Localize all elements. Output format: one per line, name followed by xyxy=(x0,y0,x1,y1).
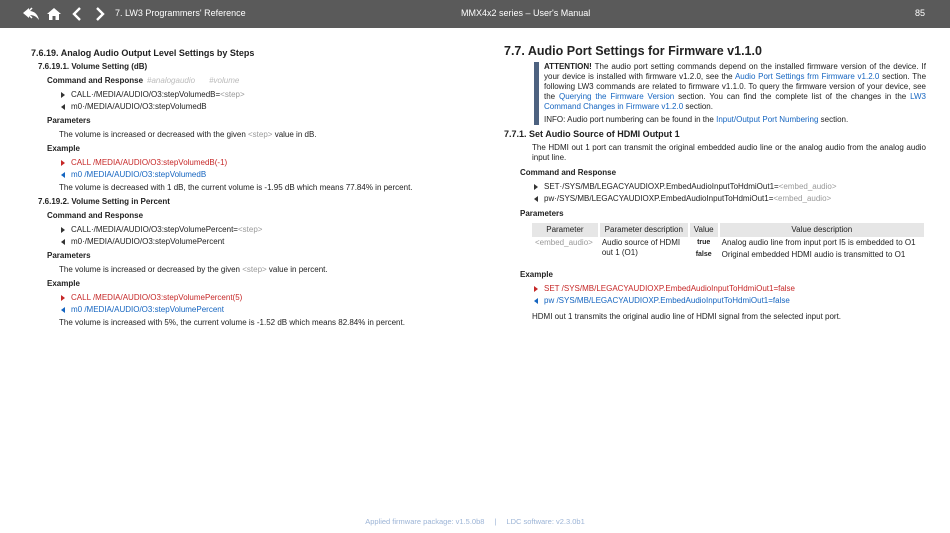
back-history-icon[interactable] xyxy=(22,5,40,23)
footer xyxy=(0,517,950,526)
example-label: Example xyxy=(47,144,80,153)
receive-arrow-icon xyxy=(61,239,65,245)
parameters-label: Parameters xyxy=(520,209,564,218)
attention-text: ATTENTION! The audio port setting commands depend on the installed firmware version of the device. If your device is installed with firmware v1.2.0, see the Audio Port Settings frm Firmware v1.2.0 section. The following LW3 commands are related to firmware v1.1.0. To query the firmware version of your device, see the Querying the Firmware Version section. You can find the complete list of the changes in the LW3 Command Changes in Firmware v1.2.0 section. xyxy=(544,62,927,111)
right-column xyxy=(504,46,926,324)
subsection-description: The HDMI out 1 port can transmit the original embedded audio line or the analog audio from the analog audio input line. xyxy=(532,143,926,162)
send-arrow-icon xyxy=(61,92,65,98)
subsection-heading: 7.6.19.1. Volume Setting (dB) xyxy=(38,62,148,71)
example-response: m0 /MEDIA/AUDIO/O3:stepVolumePercent xyxy=(61,305,471,315)
receive-arrow-icon xyxy=(61,172,65,178)
page-number: 85 xyxy=(914,8,925,18)
response-line: m0·/MEDIA/AUDIO/O3:stepVolumePercent xyxy=(61,237,471,247)
example-response: pw /SYS/MB/LEGACYAUDIOXP.EmbedAudioInputToHdmiOut1=false xyxy=(534,296,926,306)
top-bar xyxy=(0,0,950,28)
link-querying-firmware[interactable]: Querying the Firmware Version xyxy=(559,92,675,101)
send-arrow-icon xyxy=(534,286,538,292)
parameters-label: Parameters xyxy=(47,116,91,125)
document-title: MMX4x2 series – User's Manual xyxy=(461,8,591,18)
breadcrumb[interactable]: 7. LW3 Programmers' Reference xyxy=(115,8,246,18)
column-header: Value xyxy=(689,223,719,237)
footer-separator: | xyxy=(494,517,497,526)
link-port-numbering[interactable]: Input/Output Port Numbering xyxy=(716,115,819,124)
send-arrow-icon xyxy=(61,227,65,233)
response-line: m0·/MEDIA/AUDIO/O3:stepVolumedB xyxy=(61,102,471,112)
send-arrow-icon xyxy=(534,184,538,190)
table-cell-parameter: <embed_audio> xyxy=(535,238,593,247)
nav-buttons xyxy=(22,5,109,23)
command-line: SET·/SYS/MB/LEGACYAUDIOXP.EmbedAudioInputToHdmiOut1= <embed_audio> xyxy=(534,182,926,192)
column-header: Parameter description xyxy=(599,223,689,237)
response-line: pw·/SYS/MB/LEGACYAUDIOXP.EmbedAudioInputToHdmiOut1= <embed_audio> xyxy=(534,194,926,204)
table-cell-value-description: Analog audio line from input port I5 is embedded to O1 xyxy=(721,238,916,247)
link-command-changes[interactable]: LW3 Command Changes in Firmware v1.2.0 xyxy=(544,92,926,111)
next-page-icon[interactable] xyxy=(91,5,109,23)
send-arrow-icon xyxy=(61,160,65,166)
attention-box xyxy=(534,62,926,125)
receive-arrow-icon xyxy=(61,104,65,110)
software-version: LDC software: v2.3.0b1 xyxy=(506,517,585,526)
example-command: CALL /MEDIA/AUDIO/O3:stepVolumedB(-1) xyxy=(61,158,471,168)
example-description: The volume is decreased with 1 dB, the current volume is -1.95 dB which means 77.84% in percent. xyxy=(59,183,413,192)
example-response: m0 /MEDIA/AUDIO/O3:stepVolumedB xyxy=(61,170,471,180)
subsection-heading: 7.6.19.2. Volume Setting in Percent xyxy=(38,197,170,206)
column-header: Value description xyxy=(719,223,925,237)
table-cell-value: true xyxy=(697,239,711,246)
table-row xyxy=(532,237,925,249)
send-arrow-icon xyxy=(61,295,65,301)
hashtag-analogaudio: #analogaudio xyxy=(147,76,196,85)
command-response-label: Command and Response xyxy=(47,211,144,220)
parameters-table xyxy=(532,223,926,261)
hashtag-volume: #volume xyxy=(209,76,240,85)
command-line: CALL·/MEDIA/AUDIO/O3:stepVolumePercent= <step> xyxy=(61,225,471,235)
info-text: INFO: Audio port numbering can be found in the Input/Output Port Numbering section. xyxy=(544,115,849,124)
table-cell-value: false xyxy=(695,251,712,258)
example-label: Example xyxy=(47,279,80,288)
left-column xyxy=(31,46,471,332)
parameter-description: The volume is increased or decreased with the given <step> value in dB. xyxy=(59,130,317,139)
parameter-description: The volume is increased or decreased by the given <step> value in percent. xyxy=(59,265,328,274)
section-title: 7.7. Audio Port Settings for Firmware v1.1.0 xyxy=(504,44,762,58)
receive-arrow-icon xyxy=(61,307,65,313)
table-cell-value-description: Original embedded HDMI audio is transmitted to O1 xyxy=(721,250,906,259)
table-header-row xyxy=(532,223,925,237)
parameters-label: Parameters xyxy=(47,251,91,260)
example-description: The volume is increased with 5%, the current volume is -1.52 dB which means 82.84% in percent. xyxy=(59,318,405,327)
firmware-version: Applied firmware package: v1.5.0b8 xyxy=(365,517,485,526)
column-header: Parameter xyxy=(532,223,599,237)
example-command: SET /SYS/MB/LEGACYAUDIOXP.EmbedAudioInputToHdmiOut1=false xyxy=(534,284,926,294)
example-label: Example xyxy=(520,270,553,279)
example-command: CALL /MEDIA/AUDIO/O3:stepVolumePercent(5) xyxy=(61,293,471,303)
receive-arrow-icon xyxy=(534,196,538,202)
command-response-label: Command and Response #analogaudio #volume xyxy=(47,76,240,85)
command-response-label: Command and Response xyxy=(520,168,617,177)
receive-arrow-icon xyxy=(534,298,538,304)
section-title: 7.6.19. Analog Audio Output Level Settings by Steps xyxy=(31,48,255,58)
command-line: CALL·/MEDIA/AUDIO/O3:stepVolumedB= <step> xyxy=(61,90,471,100)
home-icon[interactable] xyxy=(45,5,63,23)
subsection-heading: 7.7.1. Set Audio Source of HDMI Output 1 xyxy=(504,129,680,139)
example-description: HDMI out 1 transmits the original audio line of HDMI signal from the selected input port. xyxy=(532,312,842,321)
link-audio-port-settings[interactable]: Audio Port Settings frm Firmware v1.2.0 xyxy=(734,72,880,81)
table-cell-param-description: Audio source of HDMI out 1 (O1) xyxy=(601,238,681,257)
previous-page-icon[interactable] xyxy=(68,5,86,23)
